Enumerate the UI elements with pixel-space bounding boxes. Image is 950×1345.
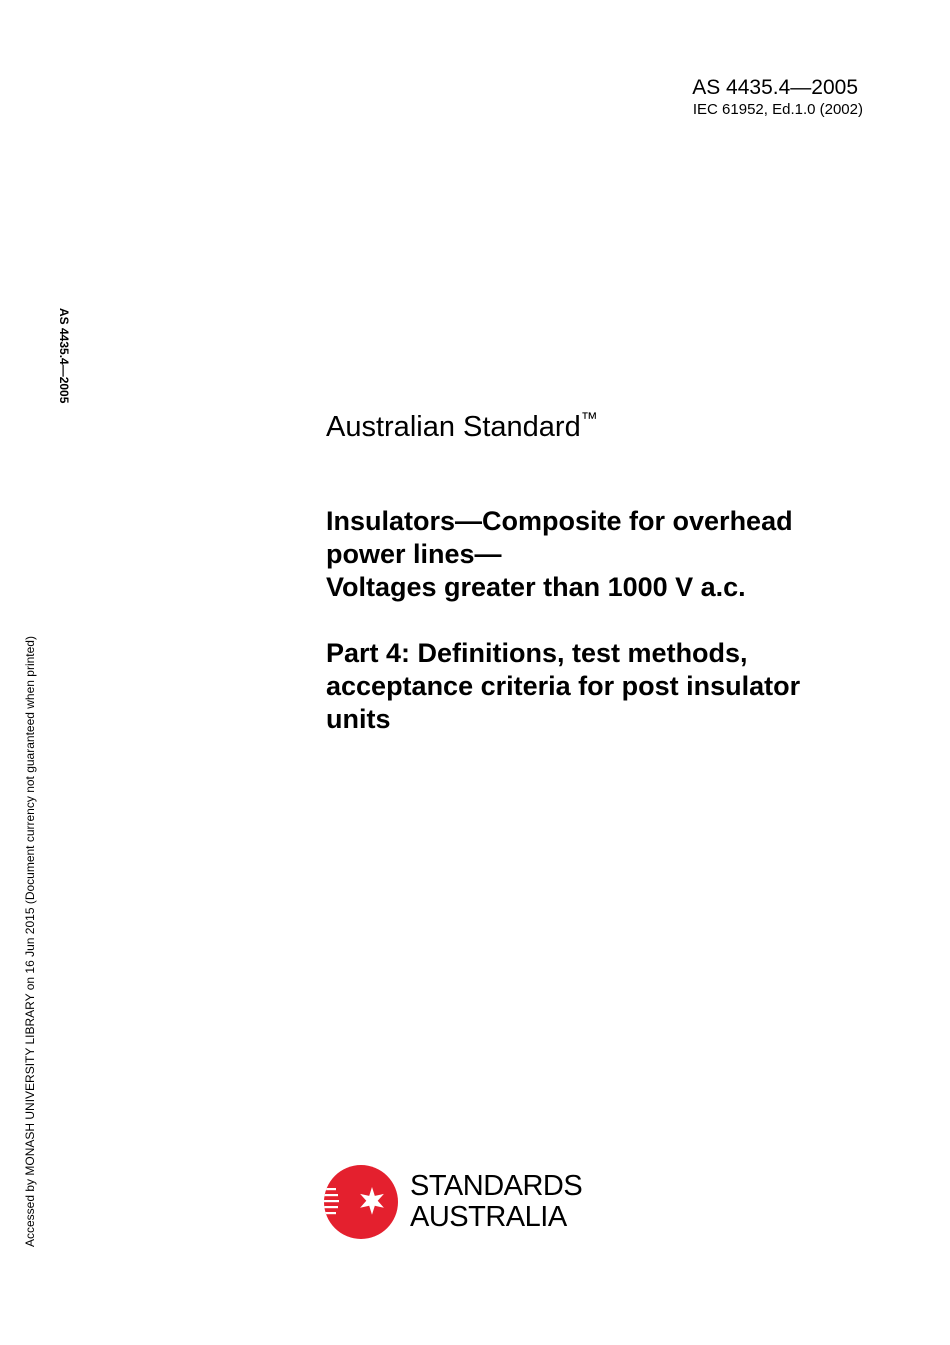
spine-document-number: AS 4435.4—2005: [57, 308, 71, 404]
document-number: AS 4435.4—2005: [692, 76, 858, 99]
iec-reference: IEC 61952, Ed.1.0 (2002): [692, 101, 863, 118]
trademark-symbol: ™: [580, 409, 598, 428]
standards-australia-logo: [324, 1164, 584, 1242]
logo-wordmark: [410, 1171, 582, 1233]
part-title: [326, 637, 866, 736]
part-title-line: units: [326, 704, 391, 734]
standards-australia-emblem-icon: [324, 1165, 398, 1239]
standard-series: [326, 402, 598, 444]
part-title-line: acceptance criteria for post insulator: [326, 671, 801, 701]
series-name: Australian Standard: [326, 411, 581, 443]
document-title: [326, 505, 866, 736]
title-line: Voltages greater than 1000 V a.c.: [326, 572, 746, 602]
logo-text-line2: AUSTRALIA: [410, 1201, 567, 1233]
title-line: Insulators—Composite for overhead: [326, 506, 793, 536]
access-watermark-note: Accessed by MONASH UNIVERSITY LIBRARY on 16 Jun 2015 (Document currency not guaranteed when printed): [23, 636, 37, 1247]
logo-text-line1: STANDARDS: [410, 1170, 583, 1202]
title-line: power lines—: [326, 539, 502, 569]
part-title-line: Part 4: Definitions, test methods,: [326, 638, 748, 668]
